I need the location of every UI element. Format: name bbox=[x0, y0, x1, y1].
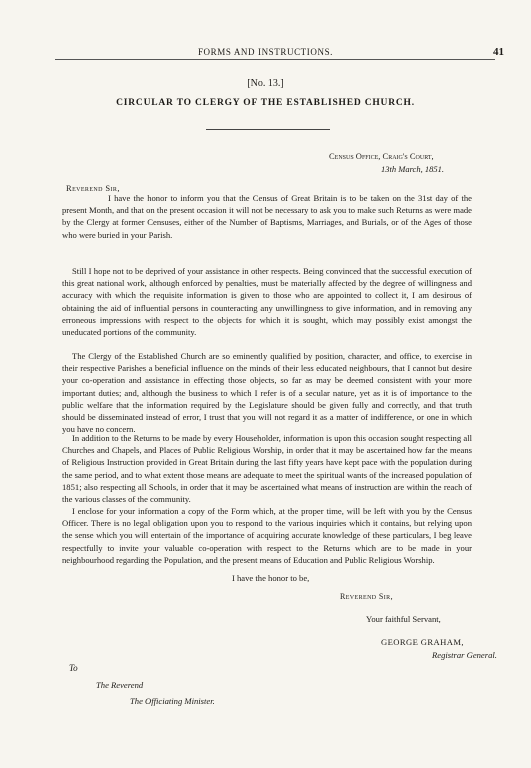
title-rule bbox=[206, 129, 330, 130]
document-number: [No. 13.] bbox=[247, 78, 284, 89]
document-title: CIRCULAR TO CLERGY OF THE ESTABLISHED CHURCH. bbox=[116, 98, 415, 108]
paragraph-2: Still I hope not to be deprived of your assistance in other respects. Being convinced that the successful execution of this great national work, although enforced by penalties, must be materially affected by the degree of willingness and accuracy with which the requisite information is given to those who are appointed to collect it, I am desirous of obtaining the aid of influential persons in counteracting any unwillingness to give information, and in removing any erroneous impressions with respect to the objects for which it is sought, which may possibly exist amongst the uneducated portions of the community. bbox=[62, 266, 472, 338]
salutation: Reverend Sir, bbox=[66, 183, 120, 193]
page-number: 41 bbox=[493, 46, 504, 58]
addressee-line-2: The Officiating Minister. bbox=[130, 696, 215, 706]
letter-date: 13th March, 1851. bbox=[381, 164, 444, 174]
running-head: FORMS AND INSTRUCTIONS. bbox=[197, 47, 334, 57]
paragraph-1: I have the honor to inform you that the Census of Great Britain is to be taken on the 31st day of the present Month, and that on the present occasion it will not be necessary to ask you to make such Returns as were made by the Clergy at former Censuses, either of the Number of Baptisms, Marriages, and Burials, or of the Ages of those who were buried in your Parish. bbox=[62, 193, 472, 240]
paragraph-3: The Clergy of the Established Church are so eminently qualified by position, character, and office, to exercise in their respective Parishes a beneficial influence on the minds of their less educated neighbours, that I cannot but desire your co-operation and assistance in effecting those objects, so far as may be deemed consistent with your more important duties; and, although the business to which I refer is of a secular nature, yet as it is of importance to the public welfare that the information required by the Legislature should be given fully and correctly, and that truth should be disseminated instead of error, I trust that you will not regard it as a matter of indifference, or one in which you have no concern. bbox=[62, 351, 472, 435]
signatory-title: Registrar General. bbox=[432, 650, 497, 660]
to-label: To bbox=[69, 663, 78, 673]
closing-line: I have the honor to be, bbox=[232, 573, 310, 583]
addressee-line-1: The Reverend bbox=[96, 680, 144, 690]
paragraph-4: In addition to the Returns to be made by every Householder, information is upon this occasion sought respecting all Churches and Chapels, and Places of Public Religious Worship, in order that it may be ascertained how far the means of Religious Instruction provided in Great Britain during the last fifty years have kept pace with the population during the same period, and to what extent those means are adequate to meet the spiritual wants of the increased population of 1851; also respecting all Schools, in order that it may be ascertained what means of instruction are within the reach of the various classes of the community. bbox=[62, 433, 472, 505]
paragraph-5: I enclose for your information a copy of the Form which, at the proper time, will be left with you by the Census Officer. There is no legal obligation upon you to respond to the various inquiries which it contains, but relying upon the sense which you will entertain of the importance of acquiring accurate knowledge of these particulars, I beg leave respectfully to invite your valuable co-operation with respect to the Returns which are to be made in your neighbourhood regarding the Population, and the present means of Education and Public Religious Worship. bbox=[62, 506, 472, 565]
office-address: Census Office, Craig's Court, bbox=[329, 151, 434, 161]
signatory-name: GEORGE GRAHAM, bbox=[381, 637, 464, 647]
closing-servant: Your faithful Servant, bbox=[366, 614, 441, 624]
header-rule bbox=[55, 59, 495, 60]
closing-salutation: Reverend Sir, bbox=[340, 592, 393, 601]
